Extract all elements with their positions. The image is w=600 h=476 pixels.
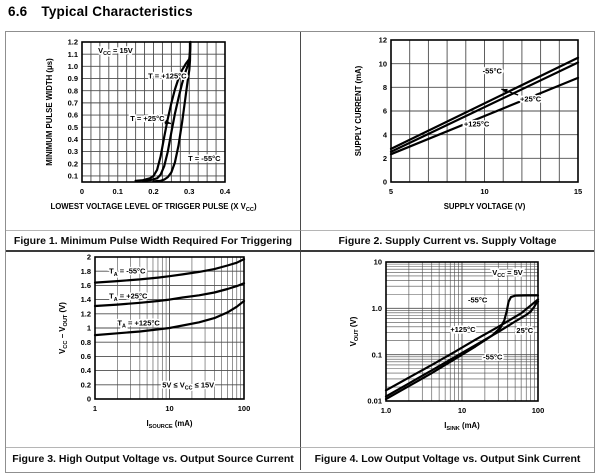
svg-text:T = +125°C: T = +125°C [147, 71, 187, 81]
figure2-chart [300, 32, 594, 230]
svg-text:1.1: 1.1 [67, 49, 78, 59]
section-number: 6.6 [8, 4, 28, 19]
figure1-caption-text: Figure 1. Minimum Pulse Width Required For Triggering [13, 234, 293, 247]
svg-text:0.5: 0.5 [67, 122, 78, 132]
figure2-plot [301, 32, 594, 229]
svg-text:1.0: 1.0 [67, 61, 78, 71]
svg-text:0: 0 [79, 187, 84, 196]
svg-text:0.4: 0.4 [219, 187, 230, 196]
figure3-plot [7, 252, 300, 446]
svg-text:T = -55°C: T = -55°C [187, 153, 221, 163]
figure1-plot [7, 32, 300, 229]
svg-text:1: 1 [86, 323, 91, 333]
svg-text:0.4: 0.4 [80, 366, 91, 376]
figure3-chart [6, 252, 300, 447]
svg-text:+125°C: +125°C [450, 324, 476, 334]
figure2-caption-text: Figure 2. Supply Current vs. Supply Voltage [338, 234, 557, 247]
svg-text:VCC = 15V: $V_{CC} = 15V$ [97, 46, 133, 58]
svg-text:12: 12 [378, 35, 387, 45]
figure2-caption [300, 230, 594, 252]
svg-text:0.9: 0.9 [67, 74, 78, 84]
svg-text:ISOURCE (mA): $I_{SOURCE}$ (mA) [145, 419, 193, 431]
svg-text:1.0: 1.0 [380, 406, 392, 415]
svg-text:1.4: 1.4 [80, 295, 91, 305]
svg-text:100: 100 [237, 404, 250, 413]
svg-text:0.2: 0.2 [80, 380, 91, 390]
svg-text:-55°C: -55°C [482, 66, 502, 76]
svg-text:10: 10 [164, 404, 174, 413]
svg-text:0: 0 [382, 177, 387, 187]
svg-text:0.8: 0.8 [67, 86, 78, 96]
section-heading [8, 4, 193, 19]
svg-text:25°C: 25°C [516, 326, 534, 336]
svg-text:-55°C: -55°C [483, 352, 503, 362]
svg-text:0.3: 0.3 [67, 147, 78, 157]
svg-text:LOWEST VOLTAGE LEVEL OF TRIGGE: LOWEST VOLTAGE LEVEL OF TRIGGER PULSE (X $V_{CC}$) [49, 202, 257, 214]
svg-text:8: 8 [382, 82, 387, 92]
svg-text:TA = -55°C: $T_A = -55^\circ C$ [108, 266, 145, 278]
svg-text:5: 5 [388, 187, 394, 196]
svg-text:VCC − VOUT (V): $V_{CC} - V_{OUT}$ (V) [57, 302, 69, 354]
svg-text:MINIMUM PULSE WIDTH (μs): MINIMUM PULSE WIDTH (μs) [44, 58, 54, 166]
svg-text:VOUT (V): $V_{OUT}$ (V) [349, 316, 361, 347]
svg-text:0.1: 0.1 [371, 350, 382, 360]
svg-text:15: 15 [573, 187, 583, 196]
svg-text:0.3: 0.3 [183, 187, 194, 196]
svg-text:TA = +125°C: $T_A = +125^\circ C$ [116, 318, 160, 330]
svg-text:10: 10 [480, 187, 489, 196]
figure4-caption [300, 447, 594, 470]
svg-text:-55°C: -55°C [468, 295, 488, 305]
svg-text:1: 1 [92, 404, 97, 413]
svg-text:0.01: 0.01 [367, 396, 382, 406]
svg-text:10: 10 [378, 59, 387, 69]
svg-text:1.6: 1.6 [80, 281, 91, 290]
svg-text:1.8: 1.8 [80, 266, 91, 276]
figure3-caption-text: Figure 3. High Output Voltage vs. Output Source Current [12, 453, 294, 465]
svg-text:1.2: 1.2 [80, 309, 91, 319]
svg-text:10: 10 [373, 257, 382, 267]
svg-text:0.4: 0.4 [67, 134, 78, 144]
svg-text:0.6: 0.6 [80, 352, 91, 361]
svg-text:10: 10 [457, 406, 467, 415]
svg-text:0: 0 [86, 394, 91, 404]
svg-text:TA = +25°C: $T_A = +25^\circ C$ [108, 291, 147, 303]
svg-text:0.7: 0.7 [67, 98, 78, 108]
svg-text:VCC = 5V: $V_{CC} = 5V$ [492, 267, 523, 279]
figure4-plot [301, 252, 594, 446]
svg-text:SUPPLY VOLTAGE (V): SUPPLY VOLTAGE (V) [443, 202, 526, 211]
figure1-chart [6, 32, 300, 230]
svg-text:+125°C: +125°C [463, 119, 490, 129]
figure4-chart [300, 252, 594, 447]
svg-text:1.0: 1.0 [371, 303, 382, 313]
section-title: Typical Characteristics [41, 4, 193, 19]
svg-text:6: 6 [382, 106, 387, 116]
svg-text:0.8: 0.8 [80, 337, 91, 347]
svg-text:SUPPLY CURRENT (mA): SUPPLY CURRENT (mA) [354, 65, 363, 157]
svg-text:2: 2 [86, 252, 91, 262]
svg-text:0.2: 0.2 [147, 187, 159, 196]
svg-text:+25°C: +25°C [520, 94, 542, 104]
svg-text:2: 2 [382, 153, 387, 163]
svg-text:0.1: 0.1 [112, 187, 123, 196]
svg-text:0.1: 0.1 [67, 171, 78, 181]
svg-text:5V ≤ VCC ≤ 15V: $5V \le V_{CC} \le 15V$ [161, 380, 214, 392]
figure4-caption-text: Figure 4. Low Output Voltage vs. Output Sink Current [314, 453, 581, 465]
svg-text:1.2: 1.2 [67, 37, 78, 47]
svg-text:100: 100 [531, 406, 545, 415]
svg-text:0.6: 0.6 [67, 110, 78, 120]
svg-text:ISINK (mA): $I_{SINK}$ (mA) [444, 421, 480, 433]
characteristics-figure-table [5, 31, 595, 473]
svg-text:0.2: 0.2 [67, 159, 78, 169]
svg-text:4: 4 [382, 130, 387, 140]
figure3-caption [6, 447, 300, 470]
figure1-caption [6, 230, 300, 252]
svg-text:T = +25°C: T = +25°C [129, 114, 165, 124]
